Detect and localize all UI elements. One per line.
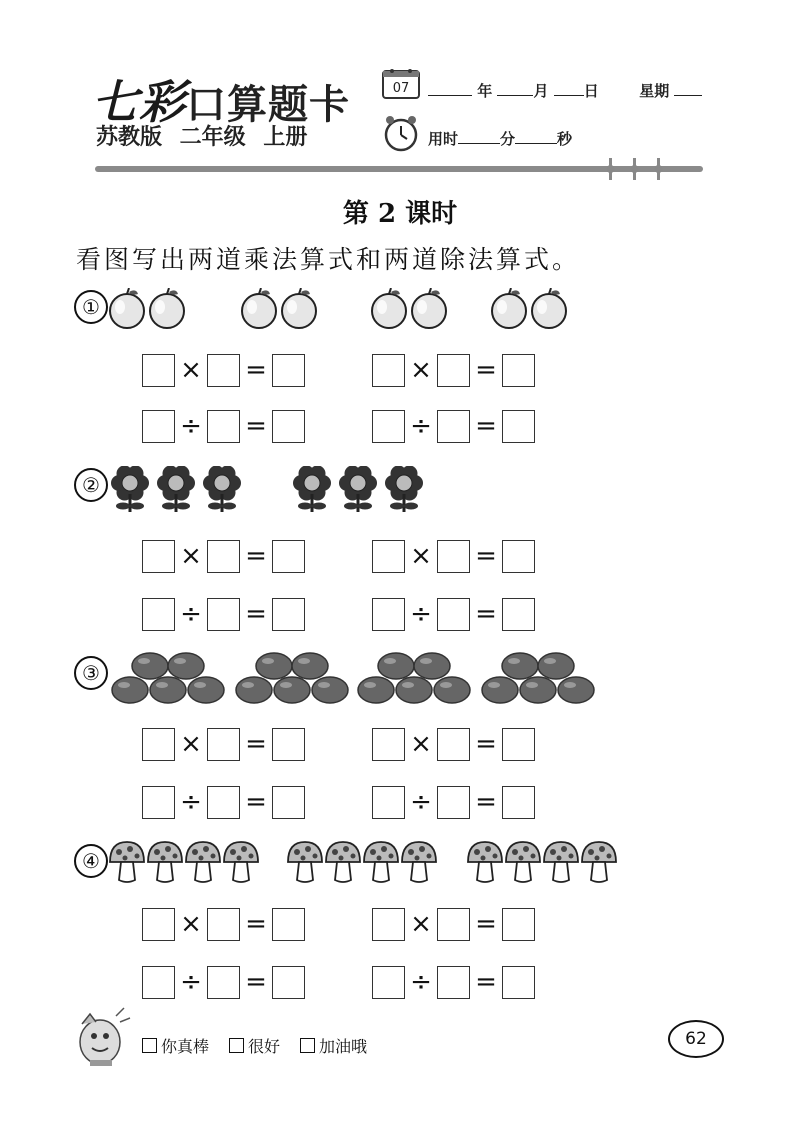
answer-box[interactable] (207, 540, 240, 573)
divide-sign: ÷ (180, 966, 202, 997)
answer-box[interactable] (142, 908, 175, 941)
answer-box[interactable] (272, 786, 305, 819)
division-equation (372, 784, 535, 820)
apple-icon (282, 288, 316, 328)
egg-group-icon (358, 653, 470, 703)
multiplication-equation (372, 352, 535, 388)
answer-box[interactable] (437, 540, 470, 573)
answer-box[interactable] (272, 410, 305, 443)
mushroom-icon (506, 842, 540, 882)
division-equation (142, 408, 305, 444)
answer-box[interactable] (372, 728, 405, 761)
apple-icon (242, 288, 276, 328)
apple-picture-row (108, 288, 628, 330)
mushroom-icon (326, 842, 360, 882)
mushroom-picture-row (108, 840, 628, 886)
division-equation (142, 964, 305, 1000)
weekday-label: 星期 (639, 82, 670, 100)
time-label: 用时 (428, 130, 459, 148)
division-equation (372, 408, 535, 444)
apple-icon (492, 288, 526, 328)
apple-icon (110, 288, 144, 328)
divider-beads (600, 156, 670, 182)
divide-sign: ÷ (180, 598, 202, 629)
division-equation (372, 964, 535, 1000)
equals-sign: = (245, 966, 267, 997)
mushroom-icon (468, 842, 502, 882)
rating-options (142, 1034, 367, 1057)
answer-box[interactable] (207, 908, 240, 941)
answer-box[interactable] (502, 966, 535, 999)
answer-box[interactable] (372, 786, 405, 819)
rating-try-harder-label: 加油哦 (319, 1037, 368, 1056)
date-line (428, 80, 702, 101)
multiplication-equation (142, 538, 305, 574)
lesson-title: 第 2 课时 (342, 199, 458, 229)
equals-sign: = (245, 540, 267, 571)
answer-box[interactable] (272, 966, 305, 999)
checkbox[interactable] (300, 1038, 315, 1053)
answer-box[interactable] (502, 354, 535, 387)
apple-icon (412, 288, 446, 328)
answer-box[interactable] (502, 410, 535, 443)
brand-lead: 七彩 (92, 75, 186, 129)
times-sign: × (180, 354, 202, 385)
answer-box[interactable] (207, 354, 240, 387)
apple-icon (372, 288, 406, 328)
answer-box[interactable] (437, 908, 470, 941)
divide-sign: ÷ (180, 786, 202, 817)
divide-sign: ÷ (410, 786, 432, 817)
question-number: ④ (74, 844, 108, 878)
flower-picture-row (108, 466, 628, 514)
answer-box[interactable] (502, 598, 535, 631)
times-sign: × (410, 540, 432, 571)
equals-sign: = (245, 410, 267, 441)
year-label: 年 (477, 82, 493, 100)
month-blank[interactable] (497, 95, 533, 96)
answer-box[interactable] (437, 966, 470, 999)
year-blank[interactable] (428, 95, 472, 96)
divide-sign: ÷ (410, 410, 432, 441)
division-equation (372, 596, 535, 632)
mushroom-icon (402, 842, 436, 882)
egg-group-icon (482, 653, 594, 703)
mushroom-icon (224, 842, 258, 882)
answer-box[interactable] (502, 728, 535, 761)
answer-box[interactable] (272, 598, 305, 631)
time-line (428, 128, 572, 149)
answer-box[interactable] (502, 786, 535, 819)
equals-sign: = (475, 354, 497, 385)
month-label: 月 (533, 82, 549, 100)
egg-group-icon (112, 653, 224, 703)
flower-icon (293, 466, 331, 512)
flower-icon (385, 466, 423, 512)
flower-icon (203, 466, 241, 512)
times-sign: × (410, 354, 432, 385)
egg-picture-row (108, 652, 628, 706)
answer-box[interactable] (142, 540, 175, 573)
question-number: ② (74, 468, 108, 502)
answer-box[interactable] (372, 908, 405, 941)
equals-sign: = (475, 598, 497, 629)
answer-box[interactable] (142, 786, 175, 819)
answer-box[interactable] (372, 354, 405, 387)
answer-box[interactable] (207, 966, 240, 999)
seconds-label: 秒 (557, 130, 573, 148)
mushroom-icon (544, 842, 578, 882)
minutes-blank[interactable] (458, 143, 500, 144)
answer-box[interactable] (437, 354, 470, 387)
edition-label: 苏教版 二年级 上册 (96, 125, 308, 150)
answer-box[interactable] (142, 728, 175, 761)
answer-box[interactable] (372, 410, 405, 443)
flower-icon (157, 466, 195, 512)
answer-box[interactable] (272, 540, 305, 573)
mushroom-icon (288, 842, 322, 882)
answer-box[interactable] (207, 598, 240, 631)
rating-good-label: 很好 (248, 1037, 281, 1056)
equals-sign: = (245, 728, 267, 759)
answer-box[interactable] (502, 908, 535, 941)
flower-icon (339, 466, 377, 512)
mushroom-icon (582, 842, 616, 882)
equals-sign: = (245, 354, 267, 385)
times-sign: × (410, 908, 432, 939)
rating-try-harder[interactable] (300, 1034, 367, 1057)
answer-box[interactable] (372, 598, 405, 631)
checkbox[interactable] (229, 1038, 244, 1053)
answer-box[interactable] (437, 728, 470, 761)
answer-box[interactable] (207, 410, 240, 443)
answer-box[interactable] (207, 786, 240, 819)
times-sign: × (180, 728, 202, 759)
apple-icon (532, 288, 566, 328)
divide-sign: ÷ (180, 410, 202, 441)
answer-box[interactable] (272, 728, 305, 761)
minutes-label: 分 (500, 130, 516, 148)
instruction-text: 看图写出两道乘法算式和两道除法算式。 (76, 245, 581, 274)
rating-great-label: 你真棒 (161, 1037, 210, 1056)
weekday-blank[interactable] (674, 95, 702, 96)
answer-box[interactable] (372, 966, 405, 999)
divide-sign: ÷ (410, 966, 432, 997)
egg-group-icon (236, 653, 348, 703)
mushroom-icon (110, 842, 144, 882)
answer-box[interactable] (437, 598, 470, 631)
times-sign: × (410, 728, 432, 759)
flower-icon (111, 466, 149, 512)
equals-sign: = (245, 598, 267, 629)
answer-box[interactable] (272, 908, 305, 941)
equals-sign: = (245, 908, 267, 939)
answer-box[interactable] (437, 786, 470, 819)
page-number: 62 (668, 1020, 724, 1058)
answer-box[interactable] (502, 540, 535, 573)
answer-box[interactable] (372, 540, 405, 573)
equals-sign: = (475, 540, 497, 571)
alarm-clock-icon (381, 113, 421, 153)
multiplication-equation (372, 538, 535, 574)
answer-box[interactable] (272, 354, 305, 387)
answer-box[interactable] (142, 410, 175, 443)
times-sign: × (180, 540, 202, 571)
answer-box[interactable] (142, 598, 175, 631)
multiplication-equation (142, 906, 305, 942)
rating-good[interactable] (229, 1034, 280, 1057)
equals-sign: = (475, 410, 497, 441)
calendar-day: 07 (392, 81, 410, 96)
equals-sign: = (475, 908, 497, 939)
day-label: 日 (583, 82, 599, 100)
rating-great[interactable] (142, 1034, 209, 1057)
multiplication-equation (142, 352, 305, 388)
seconds-blank[interactable] (515, 143, 557, 144)
mushroom-icon (364, 842, 398, 882)
mushroom-icon (148, 842, 182, 882)
equals-sign: = (475, 786, 497, 817)
checkbox[interactable] (142, 1038, 157, 1053)
equals-sign: = (245, 786, 267, 817)
answer-box[interactable] (142, 354, 175, 387)
division-equation (142, 784, 305, 820)
equals-sign: = (475, 966, 497, 997)
answer-box[interactable] (437, 410, 470, 443)
divide-sign: ÷ (410, 598, 432, 629)
equals-sign: = (475, 728, 497, 759)
brand-rest: 口算题卡 (186, 82, 350, 128)
apple-icon (150, 288, 184, 328)
question-number: ③ (74, 656, 108, 690)
question-number: ① (74, 290, 108, 324)
multiplication-equation (372, 726, 535, 762)
day-blank[interactable] (554, 95, 584, 96)
calendar-icon (381, 67, 421, 100)
multiplication-equation (142, 726, 305, 762)
mushroom-icon (186, 842, 220, 882)
mascot-illustration (72, 1004, 134, 1070)
multiplication-equation (372, 906, 535, 942)
answer-box[interactable] (142, 966, 175, 999)
times-sign: × (180, 908, 202, 939)
answer-box[interactable] (207, 728, 240, 761)
division-equation (142, 596, 305, 632)
